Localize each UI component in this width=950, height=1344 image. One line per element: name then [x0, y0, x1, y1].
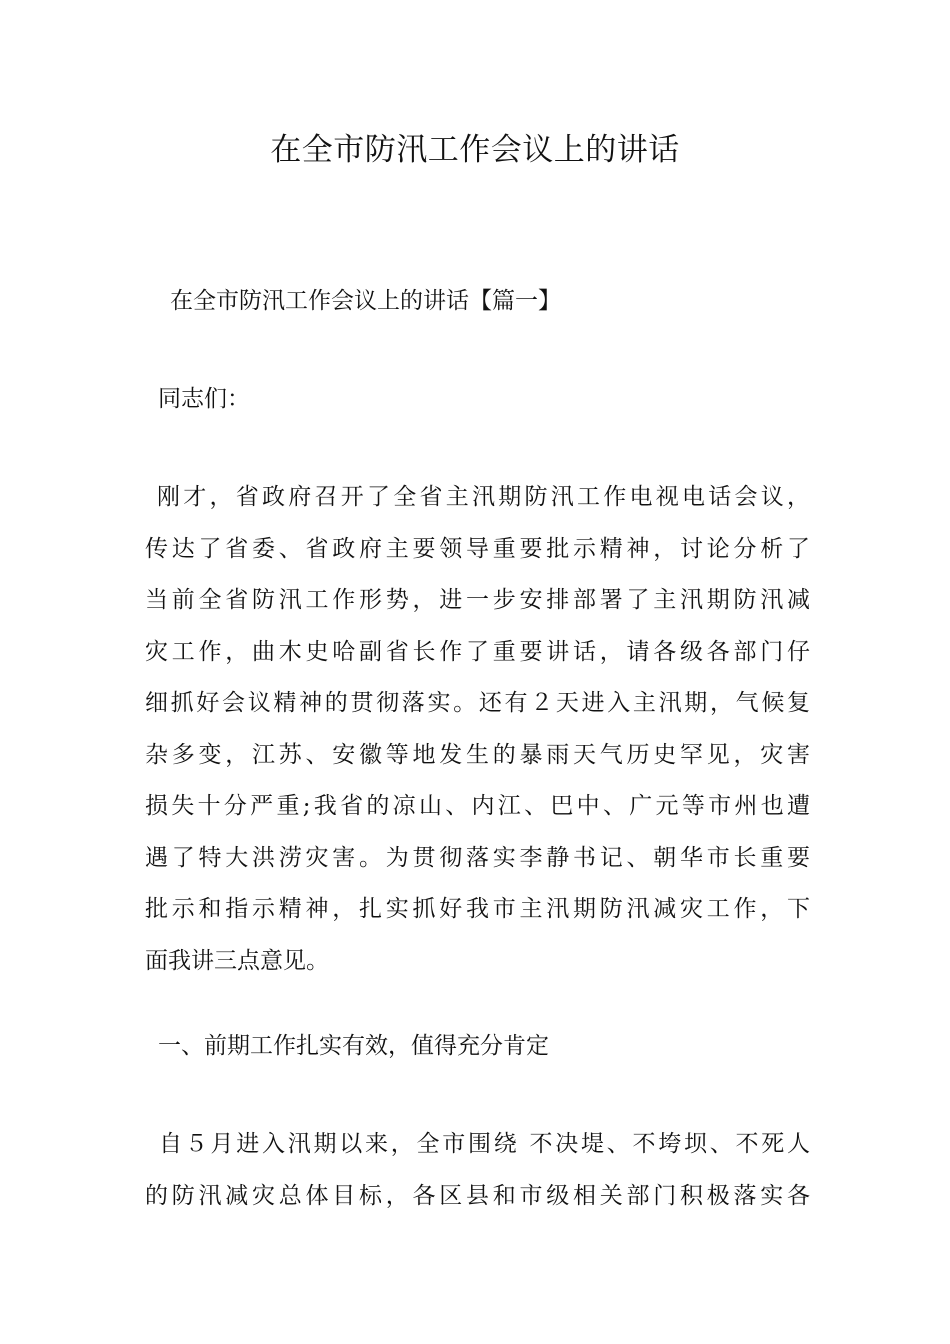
paragraph-line: 当前全省防汛工作形势，进一步安排部署了主汛期防汛减	[145, 587, 810, 613]
paragraph-line: 遇了特大洪涝灾害。为贯彻落实李静书记、朝华市长重要	[145, 844, 810, 871]
paragraph-line: 面我讲三点意见。	[145, 947, 329, 974]
paragraph-line: 刚才，省政府召开了全省主汛期防汛工作电视电话会议，	[157, 484, 810, 510]
paragraph-line: 自５月进入汛期以来，全市围绕 不决堤、不垮坝、不死人	[159, 1131, 810, 1157]
paragraph-line: 损失十分严重;我省的凉山、内江、巴中、广元等市州也遭	[145, 793, 810, 819]
paragraph-section-one	[145, 1128, 810, 1231]
paragraph-opening	[145, 481, 810, 996]
paragraph-line: 批示和指示精神，扎实抓好我市主汛期防汛减灾工作，下	[145, 896, 810, 922]
paragraph-line: 的防汛减灾总体目标，各区县和市级相关部门积极落实各	[145, 1182, 810, 1209]
paragraph-line: 传达了省委、省政府主要领导重要批示精神，讨论分析了	[145, 535, 810, 562]
speech-subtitle: 在全市防汛工作会议上的讲话【篇一】	[170, 288, 561, 314]
section-heading: 一、前期工作扎实有效，值得充分肯定	[158, 1033, 549, 1059]
paragraph-line: 杂多变，江苏、安徽等地发生的暴雨天气历史罕见，灾害	[145, 741, 810, 768]
salutation: 同志们：	[158, 386, 250, 412]
paragraph-line: 灾工作，曲木史哈副省长作了重要讲话，请各级各部门仔	[145, 638, 810, 665]
document-title: 在全市防汛工作会议上的讲话	[270, 132, 680, 168]
paragraph-line: 细抓好会议精神的贯彻落实。还有２天进入主汛期，气候复	[145, 690, 810, 716]
